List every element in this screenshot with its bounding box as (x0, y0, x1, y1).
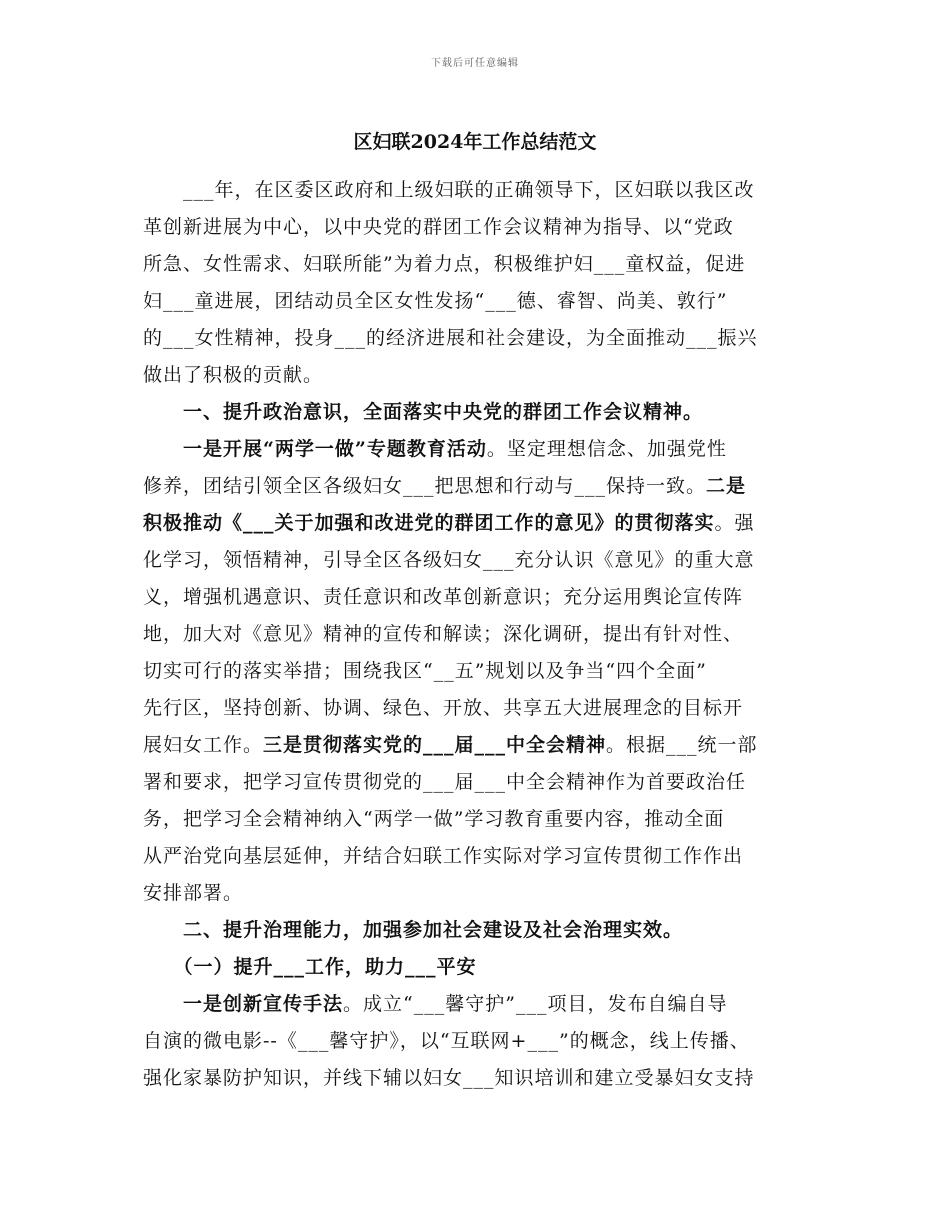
bold-text: 一是创新宣传手法 (143, 993, 344, 1015)
text-segment: 。强 (714, 512, 755, 534)
text-segment: 革创新进展为中心，以中央党的群团工作会议精神为指导、以“党政 (143, 216, 734, 238)
text-line (143, 616, 813, 653)
text-line (143, 394, 813, 431)
text-line (143, 209, 813, 246)
text-segment: 切实可行的落实举措；围绕我区“__五”规划以及争当“四个全面” (143, 660, 707, 682)
text-line (143, 764, 813, 801)
text-line (143, 727, 813, 764)
text-segment: 义，增强机遇意识、责任意识和改革创新意识；充分运用舆论宣传阵 (143, 586, 744, 608)
text-segment: 务，把学习全会精神纳入“两学一做”学习教育重要内容，推动全面 (143, 808, 725, 830)
bold-text: 二是 (706, 475, 747, 497)
text-segment: ___年，在区委区政府和上级妇联的正确领导下，区妇联以我区改 (143, 179, 755, 201)
text-segment: 展妇女工作。 (143, 734, 264, 756)
text-segment: 署和要求，把学习宣传贯彻党的___届___中全会精神作为首要政治任 (143, 771, 747, 793)
text-line (143, 357, 813, 394)
text-line (143, 320, 813, 357)
text-segment: 安排部署。 (143, 882, 244, 904)
text-line (143, 801, 813, 838)
text-segment: 的___女性精神，投身___的经济进展和社会建设，为全面推动___振兴 (143, 327, 758, 349)
text-segment: 从严治党向基层延伸，并结合妇联工作实际对学习宣传贯彻工作作出 (143, 845, 744, 867)
text-segment: 。成立“___馨守护”___项目，发布自编自导 (343, 993, 728, 1015)
text-line (143, 1060, 813, 1097)
bold-text: 三是贯彻落实党的___届___中全会精神 (263, 734, 607, 756)
text-line (143, 431, 813, 468)
text-line (143, 505, 813, 542)
text-segment: 修养，团结引领全区各级妇女___把思想和行动与___保持一致。 (143, 475, 707, 497)
text-line (143, 172, 813, 209)
text-line (143, 690, 813, 727)
text-line (143, 283, 813, 320)
text-line (143, 986, 813, 1023)
text-segment: 。根据___统一部 (606, 734, 758, 756)
text-line (143, 838, 813, 875)
text-segment: 强化家暴防护知识，并线下辅以妇女___知识培训和建立受暴妇女支持 (143, 1067, 755, 1089)
text-line (143, 949, 813, 986)
bold-text: 一、提升政治意识，全面落实中央党的群团工作会议精神。 (143, 401, 704, 423)
document-title: 区妇联2024年工作总结范文 (353, 131, 597, 153)
text-segment: 所急、女性需求、妇联所能”为着力点，积极维护妇___童权益，促进 (143, 253, 746, 275)
text-line (143, 246, 813, 283)
bold-text: 积极推动《___关于加强和改进党的群团工作的意见》的贯彻落实 (143, 512, 715, 534)
text-segment: 先行区，坚持创新、协调、绿色、开放、共享五大进展理念的目标开 (143, 697, 744, 719)
bold-text: （一）提升___工作，助力___平安 (143, 956, 477, 978)
document-body (143, 172, 813, 1097)
text-line (143, 468, 813, 505)
text-segment: 。坚定理想信念、加强党性 (486, 438, 727, 460)
text-segment: 化学习，领悟精神，引导全区各级妇女___充分认识《意见》的重大意 (143, 549, 755, 571)
text-line (143, 1023, 813, 1060)
text-line (143, 579, 813, 616)
text-segment: 做出了积极的贡献。 (143, 364, 324, 386)
text-line (143, 875, 813, 912)
text-line (143, 542, 813, 579)
bold-text: 二、提升治理能力，加强参加社会建设及社会治理实效。 (143, 919, 684, 941)
text-line (143, 912, 813, 949)
text-segment: 自演的微电影--《___馨守护》，以“互联网+___”的概念，线上传播、 (143, 1030, 750, 1052)
text-segment: 妇___童进展，团结动员全区女性发扬“___德、睿智、尚美、敦行” (143, 290, 728, 312)
page-header: 下载后可任意编辑 (431, 58, 519, 69)
text-line (143, 653, 813, 690)
text-segment: 地，加大对《意见》精神的宣传和解读；深化调研，提出有针对性、 (143, 623, 744, 645)
bold-text: 一是开展“两学一做”专题教育活动 (143, 438, 487, 460)
